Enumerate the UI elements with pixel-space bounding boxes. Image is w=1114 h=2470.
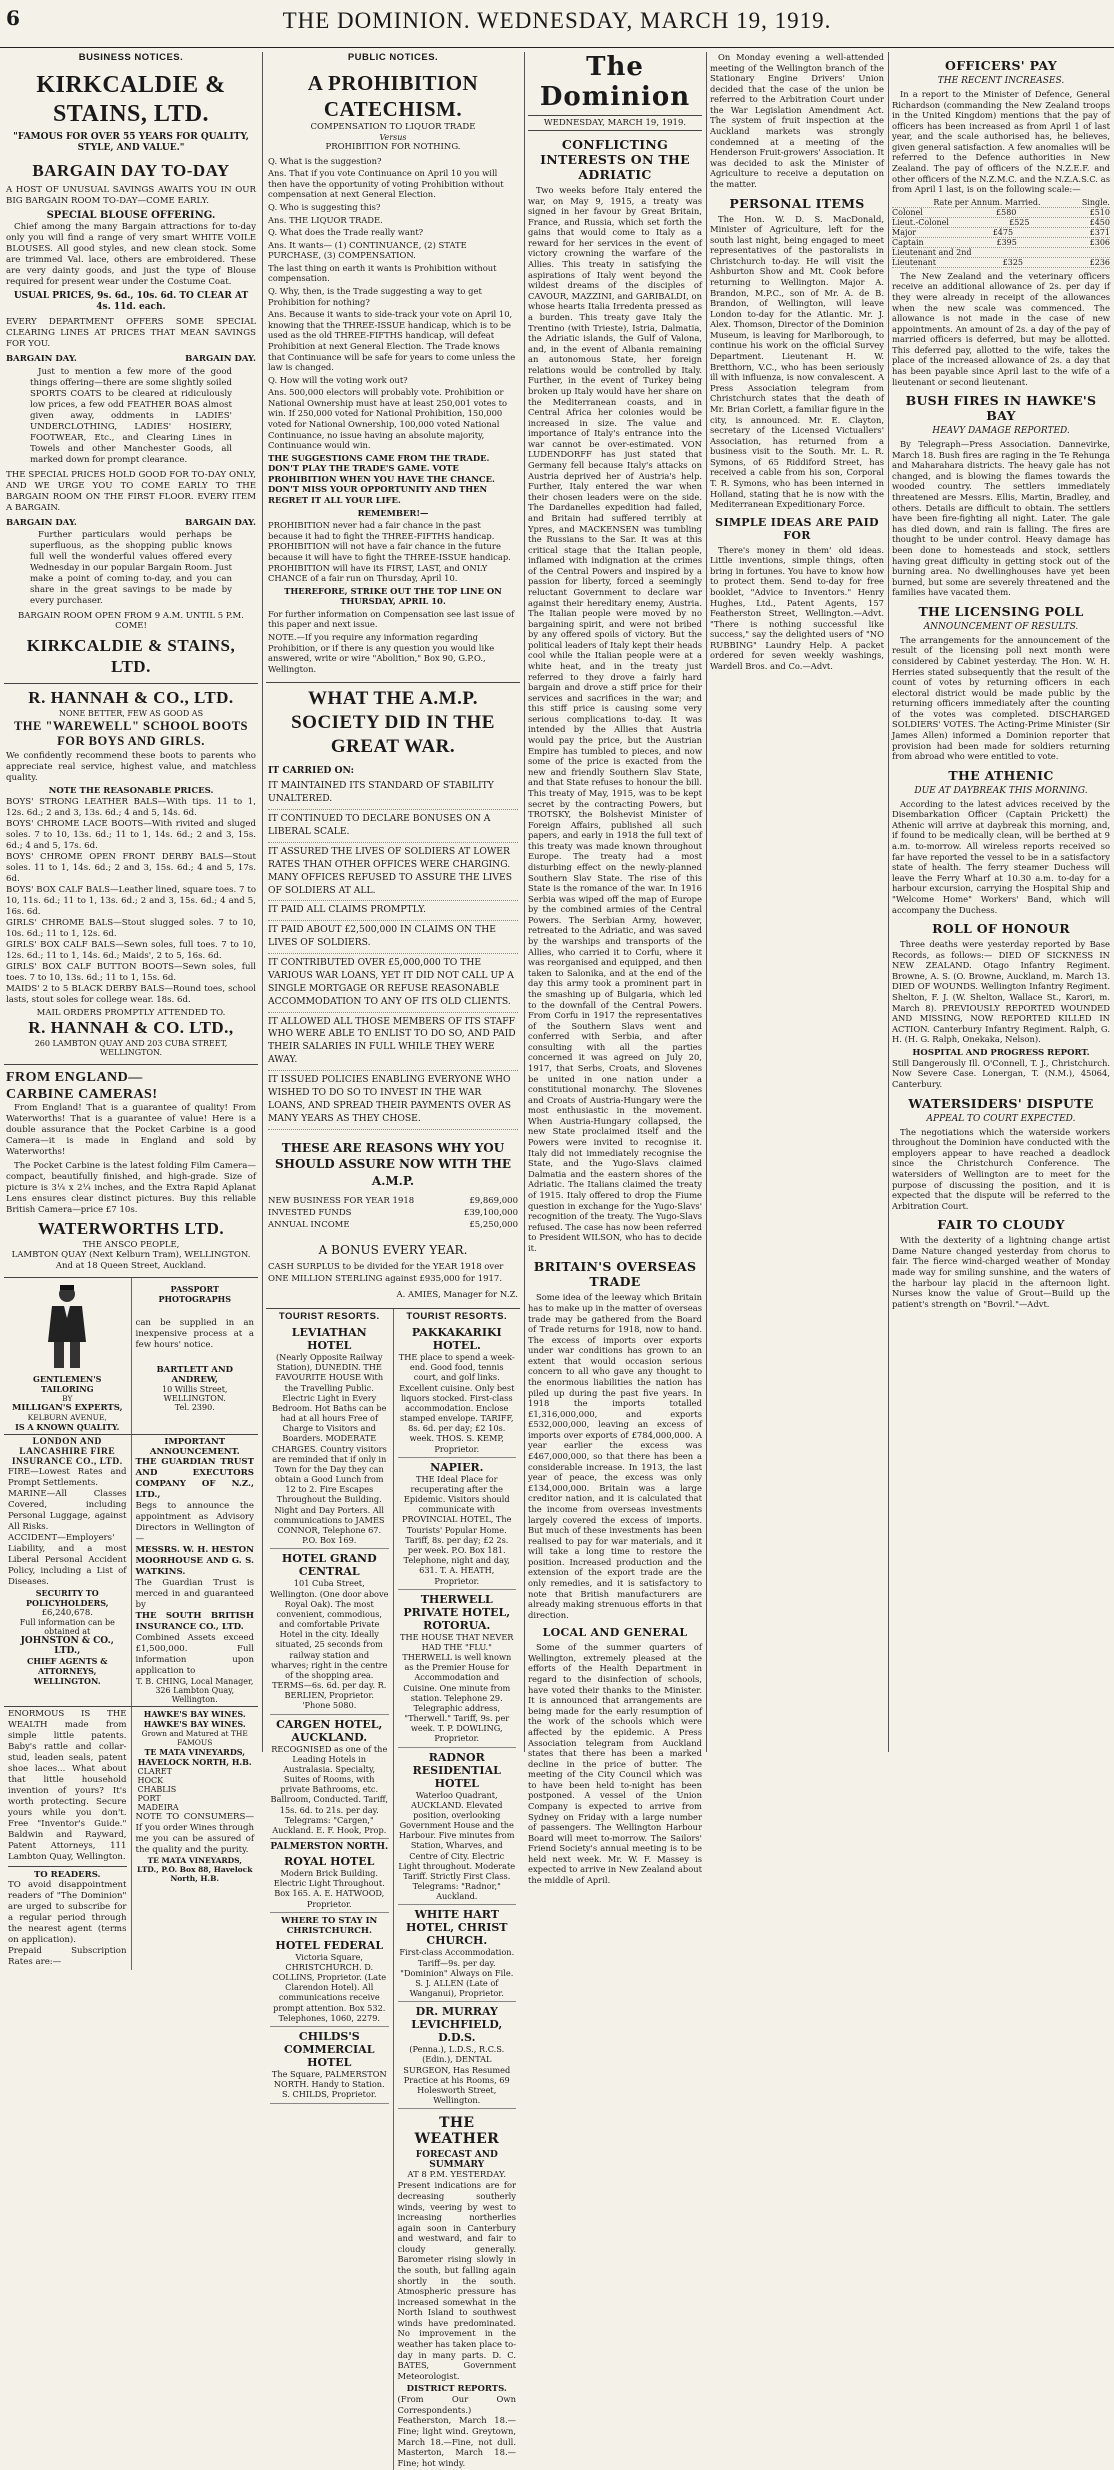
amp-line: IT ISSUED POLICIES ENABLING EVERYONE WHO WISHED TO DO SO TO INVEST IN THE WAR LOANS, AND SPREAD THEIR PAYMENTS OVER AS MANY YEARS AS THEY CHOSE. <box>268 1071 518 1130</box>
article-body: The negotiations which the waterside workers throughout the Dominion have conducted with the employers appear to have reached a deadlock since the Christchurch Conference. The watersiders of Wellington are to meet for the purpose of discussing the position, and it is expected that the dispute will be referred to the Arbitration Court. <box>892 1126 1110 1211</box>
amp-reasons: THESE ARE REASONS WHY YOU SHOULD ASSURE NOW WITH THE A.M.P. <box>274 1140 512 1189</box>
bargain-label: BARGAIN DAY. <box>185 354 256 365</box>
advert-address: And at 18 Queen Street, Auckland. <box>55 1260 207 1271</box>
article-subheading: HOSPITAL AND PROGRESS REPORT. <box>912 1047 1090 1058</box>
hotel-text: Victoria Square, CHRISTCHURCH. D. COLLINS, Proprietor. (Late Clarendon Hotel). All communications receive prompt attention. Box 532. Telephones, 1060, 2279. <box>270 1952 389 2027</box>
advert-title: KIRKCALDIE & STAINS, LTD. <box>36 72 226 128</box>
section-heading: TOURIST RESORTS. <box>278 1311 380 1323</box>
article-headline: ROLL OF HONOUR <box>932 921 1070 937</box>
amp-manager: A. AMIES, Manager for N.Z. <box>396 1290 518 1301</box>
amp-bonus: A BONUS EVERY YEAR. <box>318 1242 468 1257</box>
article-subheading: THE RECENT INCREASES. <box>937 76 1065 86</box>
catechism-question: Q. What does the Trade really want? <box>268 227 424 238</box>
catechism-question: Q. Who is suggesting this? <box>268 202 381 212</box>
advert-text: MESSRS. W. H. HESTON MOORHOUSE AND G. S. WATKINS. <box>135 1545 254 1578</box>
paper-title: The Dominion <box>539 52 691 112</box>
weather-subtitle: FORECAST AND SUMMARY <box>415 2150 498 2171</box>
advert-text: TO avoid disappointment readers of "The Dominion" are urged to subscribe for a regular period through the nearest agent (terms on application). <box>8 1880 127 1946</box>
tailoring-passport-row <box>4 1278 258 1435</box>
advert-text: We confidently recommend these boots to parents who appreciate real service, highest value, and matchless quality. <box>6 751 256 784</box>
amp-line: IT CONTRIBUTED OVER £5,000,000 TO THE VARIOUS WAR LOANS, YET IT DID NOT CALL UP A SINGLE MORTGAGE OR REFUSE REASONABLE ACCOMMODATION TO ANY OF ITS OLD CLIENTS. <box>268 954 518 1013</box>
advert-subtitle: PROHIBITION FOR NOTHING. <box>325 142 461 153</box>
wine-variety: MADEIRA <box>137 1803 179 1813</box>
advert-title: R. HANNAH & CO., LTD. <box>28 688 234 708</box>
advert-title: A PROHIBITION CATECHISM. <box>307 71 479 121</box>
hannah-advert <box>4 684 258 1065</box>
advert-title: HAWKE'S BAY WINES. HAWKE'S BAY WINES. <box>143 1709 246 1730</box>
column-public-notices <box>266 52 520 2468</box>
article-body: In a report to the Minister of Defence, General Richardson (commanding the New Zealand troops in the United Kingdom) mentions that the pay of officers has been increased as from April 1 of last year, and the scale authorised has, he believes, given general satisfaction. A few anomalies will be referred to the Defence authorities in New Zealand. The pay of officers of the N.Z.E.F. and other officers of the N.Z.M.C. and the N.Z.A.S.C. as from April 1 last, is on the following scale:— <box>892 89 1110 195</box>
hotel-text: 101 Cuba Street, Wellington. (One door above Royal Oak). The most convenient, commodious, and comfortable Private Hotel in the city. Ideally situated, 25 seconds from railway station and wharves; right in the centre of the shopping area. TERMS—6s. 6d. per day. R. BERLIEN, Proprietor. 'Phone 5080. <box>270 1578 389 1714</box>
article-body: The arrangements for the announcement of the result of the licensing poll next month were considered by Cabinet yesterday. The Hon. W. H. Herries stated subsequently that the result of the count of votes by returning officers in each electoral district would be made public by the returning officers immediately after the counting of the votes was completed. DISCHARGED SOLDIERS' VOTES. The Acting-Prime Minister (Sir James Allen) informed a Dominion reporter that provision had been made for soldiers returning from abroad who were entitled to vote. <box>892 634 1110 762</box>
advert-text: EVERY DEPARTMENT OFFERS SOME SPECIAL CLEARING LINES AT PRICES THAT MEAN SAVINGS FOR YOU. <box>6 317 256 350</box>
hotel-name: CARGEN HOTEL, AUCKLAND. <box>276 1717 383 1744</box>
advert-title: LONDON AND LANCASHIRE FIRE INSURANCE CO., LTD. <box>11 1437 123 1468</box>
article-headline: LOCAL AND GENERAL <box>542 1626 688 1640</box>
waterworths-advert <box>4 1065 258 1278</box>
amp-figure-value: £9,869,000 <box>469 1195 518 1206</box>
pay-scale-row <box>892 248 1110 258</box>
advert-text: IS A KNOWN QUALITY. <box>15 1422 120 1433</box>
advert-title: CARBINE CAMERAS! <box>6 1087 158 1103</box>
advert-note: NOTE THE REASONABLE PRICES. <box>48 786 214 797</box>
column-news-right <box>892 52 1110 1752</box>
pay-rank: Major <box>892 227 917 237</box>
hotel-text: The Square, PALMERSTON NORTH. Handy to Station. S. CHILDS, Proprietor. <box>270 2069 389 2104</box>
article-subheading: APPEAL TO COURT EXPECTED. <box>926 1113 1076 1124</box>
article-body: Still Dangerously Ill. O'Connell, T. J., Christchurch. Now Severe Case. Lonergan, T. (N.M.), 45064, Canterbury. <box>892 1057 1110 1090</box>
advert-footer: TE MATA VINEYARDS, LTD., P.O. Box 88, Havelock North, H.B. <box>137 1856 253 1884</box>
patents-readers-block <box>4 1707 131 1970</box>
pay-rank: Captain <box>892 237 924 247</box>
pay-col-label: Rate per Annum. Married. <box>933 197 1041 207</box>
pay-single: £306 <box>1089 237 1110 247</box>
hotel-name: RADNOR RESIDENTIAL HOTEL <box>412 1750 501 1790</box>
article-body: There's money in them' old ideas. Little inventions, simple things, often bring in fortunes. You have to know how to protect them. Send to-day for free booklet, "Advice to Inventors." Henry Hughes, Ltd., Patent Agents, 157 Featherston Street, Wellington.—Advt. "There is nothing successful like success," say the delighted users of "NO RUBBING" Laundry Help. A packet ordered for seven weekly washings, Wardell Bros. and Co.—Advt. <box>710 544 884 672</box>
advert-name: TE MATA VINEYARDS, HAVELOCK NORTH, H.B. <box>137 1747 252 1768</box>
section-heading: TOURIST RESORTS. <box>406 1311 508 1323</box>
advert-prices: USUAL PRICES, 9s. 6d., 10s. 6d. TO CLEAR AT 4s. 11d. each. <box>13 291 249 313</box>
pay-rank: Lieutenant and 2nd <box>892 247 972 257</box>
weather-time: AT 8 P.M. YESTERDAY. <box>407 2170 507 2181</box>
hotel-text: Waterloo Quadrant, AUCKLAND. Elevated position, overlooking Government House and the Harbour. Five minutes from Station, Wharves, and Centre of City. Electric Light throughout. Moderate Tariff. Strictly First Class. Telegrams: "Radnor," Auckland. <box>398 1790 517 1906</box>
advert-name: MILLIGAN'S EXPERTS, <box>11 1403 123 1414</box>
kirkcaldie-advert <box>4 67 258 684</box>
advert-address: 10 Willis Street, WELLINGTON. <box>162 1385 228 1404</box>
boot-price-line: BOYS' STRONG LEATHER BALS—With tips. 11 to 1, 12s. 6d.; 2 and 3, 13s. 6d.; 4 and 5, 14s. 6d. <box>6 796 256 818</box>
advert-subtitle: COMPENSATION TO LIQUOR TRADE <box>310 122 476 133</box>
advert-title: TO READERS. <box>33 1870 101 1881</box>
milligan-advert <box>4 1278 131 1434</box>
advert-subtitle: THE ANSCO PEOPLE, <box>82 1240 180 1251</box>
gentleman-figure-icon <box>32 1282 102 1372</box>
column-news <box>710 52 884 1752</box>
amp-line: IT CONTINUED TO DECLARE BONUSES ON A LIBERAL SCALE. <box>268 810 518 843</box>
amp-figure-row <box>268 1196 518 1208</box>
amp-figure-value: £39,100,000 <box>463 1207 518 1218</box>
catechism-text: REMEMBER!— <box>357 507 429 518</box>
wine-variety: CHABLIS <box>137 1785 177 1795</box>
hotel-name: DR. MURRAY LEVICHFIELD, D.D.S. <box>411 2005 503 2045</box>
bargain-day-row <box>6 354 256 364</box>
advert-title: PASSPORT PHOTOGRAPHS <box>158 1284 231 1305</box>
insurance-guardian-row <box>4 1435 258 1707</box>
amp-figure-value: £5,250,000 <box>469 1219 518 1230</box>
catechism-answer: Ans. It wants— (1) CONTINUANCE, (2) STATE PURCHASE, (3) COMPENSATION. <box>268 239 467 261</box>
hotel-name: HOTEL GRAND CENTRAL <box>281 1552 377 1579</box>
hotel-text: THE Ideal Place for recuperating after the Epidemic. Visitors should communicate with PROVINCIAL HOTEL, The Tourists' Popular Home. Tariff, 8s. per day; £2 2s. per week. P.O. Box 181. Telephone, night and day, 631. T. A. HEATH, Proprietor. <box>398 1474 517 1590</box>
pay-married: £525 <box>1009 217 1030 227</box>
advert-note: MAIL ORDERS PROMPTLY ATTENDED TO. <box>36 1007 226 1018</box>
advert-footer: WATERWORTHS LTD. <box>37 1219 225 1239</box>
hotel-name: THERWELL PRIVATE HOTEL, ROTORUA. <box>403 1592 511 1632</box>
hotel-name: WHITE HART HOTEL, CHRIST CHURCH. <box>405 1908 508 1948</box>
hotel-text: First-class Accommodation. Tariff—9s. per day. "Dominion" Always on File. S. J. ALLEN (Late of Wanganui), Proprietor. <box>398 1947 517 2002</box>
advert-text: NOTE TO CONSUMERS—If you order Wines through me you can be assured of the quality and the purity. <box>135 1812 254 1856</box>
advert-name: BARTLETT AND ANDREW, <box>156 1365 234 1386</box>
pay-rank: Colonel <box>892 207 923 217</box>
catechism-text: THE SUGGESTIONS CAME FROM THE TRADE. DON'T PLAY THE TRADE'S GAME. VOTE PROHIBITION WHEN YOU HAVE THE CHANCE. DON'T MISS YOUR OPPORTUNITY AND THEN REGRET IT ALL YOUR LIFE. <box>268 452 495 506</box>
pay-single: £371 <box>1089 227 1110 237</box>
boot-price-line: BOYS' CHROME LACE BOOTS—With rivited and sluged soles. 7 to 10, 13s. 6d.; 11 to 1, 14s. 6d.; 2 and 3, 15s. 6d.; 4 and 5, 17s. 6d. <box>6 818 256 851</box>
amp-figure-label: NEW BUSINESS FOR YEAR 1918 <box>268 1195 415 1206</box>
article-headline: OFFICERS' PAY <box>945 58 1057 73</box>
patents-wines-row <box>4 1707 258 1970</box>
pay-married: £475 <box>992 227 1014 237</box>
patent-advert: ENORMOUS IS THE WEALTH made from simple little patents. Baby's rattle and collar-stud, leaden seals, patent shoe laces... What about that little household invention of yours? It's worth protecting. Secure yours while you don't. Free "Inventor's Guide." Baldwin and Rayward, Patent Attorneys, 111 Lambton Quay, Wellington. <box>8 1709 127 1867</box>
article-body: By Telegraph—Press Association. Dannevirke, March 18. Bush fires are raging in the Te Rehunga and Maharahara districts. The heavy gale has not changed, and is blowing the flames towards the wooded country. The settlers immediately threatened are Messrs. Ellis, Martin, Bradley, and others. Details are difficult to obtain. The settlers have been fire-fighting all night. Later. The gale has died down, and rain is falling. The fires are thought to be under control. Heavy damage has been done to homesteads and stock, settlers having great difficulty in getting stock out of the burning area. No dwellinghouses have yet been burned, but some are severely threatened and the families have vacated them. <box>892 439 1110 598</box>
pay-scale-row <box>892 238 1110 248</box>
advert-name: THE SOUTH BRITISH INSURANCE CO., LTD. <box>135 1611 254 1633</box>
article-body: The Hon. W. D. S. MacDonald, Minister of Agriculture, left for the south last night, being engaged to meet representatives of the pastoralists in Christchurch to-day. He will visit the Ashburton Show and Mt. Cook before returning to Wellington. Major A. Brandon, M.P.C., son of Mr. A. de B. Brandon, of Wellington, will leave London to-day for the Atlantic. Mr. J. Alex. Thomson, Director of the Dominion Museum, is leaving for Marlborough, to continue his work on the official Survey Department. Lieutenant H. W. Bretthorn, V.C., who has been seriously ill with influenza, is now convalescent. A Press Association telegram from Christchurch states that the death of Mr. Brian Corlett, a familiar figure in the city, is announced. Mr. E. Clayton, secretary of the Licensed Victuallers' Association, has returned from a business visit to the South. Mr. L. R. Symons, of 65 Riddiford Street, has received a cable from his son, Corporal T. R. Symons, who has been interned in Holland, stating that he is now with the Mediterranean Expeditionary Force. <box>710 213 884 510</box>
advert-title: FROM ENGLAND— <box>6 1070 143 1086</box>
amp-cash-surplus: CASH SURPLUS to be divided for the YEAR 1918 over ONE MILLION STERLING against £935,000 for 1917. <box>268 1262 504 1285</box>
advert-text: Just to mention a few more of the good things offering—there are some slightly soiled SPORTS COATS to be cleared at ridiculously low prices, a few odd FEATHER BOAS almost given away, oddments in LADIES' UNDERCLOTHING, LADIES' HOSIERY, FOOTWEAR, Etc., and Clearing Lines in Towels and other Manchester Goods, all marked down for prompt clearance. <box>30 366 232 465</box>
article-headline: PERSONAL ITEMS <box>729 195 865 211</box>
advert-address: LAMBTON QUAY (Next Kelburn Tram), WELLINGTON. <box>11 1250 251 1261</box>
article-body: Three deaths were yesterday reported by Base Records, as follows:— DIED OF SICKNESS IN NEW ZEALAND. Otago Infantry Regiment. Browne, A. S. (O. Browne, Auckland, m. March 13. DIED OF WOUNDS. Wellington Infantry Regiment. Shelton, F. J. (W. Shelton, Wallace St., Karori, m. March 8). PREVIOUSLY REPORTED WOUNDED AND MISSING, NOW REPORTED KILLED IN ACTION. Canterbury Infantry Regiment. Ralph, G. H. (H. G. Ralph, Onekaka, Nelson). <box>892 939 1110 1045</box>
advert-text: THE SPECIAL PRICES HOLD GOOD FOR TO-DAY ONLY, AND WE URGE YOU TO COME EARLY TO THE BARGAIN ROOM ON THE FIRST FLOOR. EVERY ITEM A BARGAIN. <box>6 469 256 513</box>
amp-lead: IT CARRIED ON: <box>268 764 354 776</box>
hotel-name: NAPIER. <box>430 1460 484 1474</box>
boot-price-line: BOYS' BOX CALF BALS—Leather lined, square toes. 7 to 10, 11s. 6d.; 11 to 1, 13s. 6d.; 2 and 3, 15s. 6d.; 4 and 5, 16s. 6d. <box>6 884 256 917</box>
catechism-question: Q. What is the suggestion? <box>268 155 382 166</box>
masthead <box>0 0 1114 48</box>
amp-figure-label: ANNUAL INCOME <box>268 1219 350 1230</box>
article-headline: BUSH FIRES IN HAWKE'S BAY <box>905 393 1097 424</box>
column-rule <box>262 52 263 1752</box>
catechism-answer: Ans. THE LIQUOR TRADE. <box>268 214 383 225</box>
advert-text: Begs to announce the appointment as Advisory Directors in Wellington of— <box>135 1501 254 1545</box>
article-body: The New Zealand and the veterinary officers receive an additional allowance of 2s. per day if they were already in receipt of the allowances when the new scale was commenced. The allowance is not made in the case of new appointments. An amount of 2s. a day of the pay of married officers is deferred, but may be allotted. This deferred pay, allotted to the wife, takes the place of the increased allowance of 2s. a day that has been payable since April last to the wife of a lieutenant or second lieutenant. <box>892 270 1110 387</box>
bargain-day-row <box>6 518 256 528</box>
advert-text: Chief among the many Bargain attractions for to-day only you will find a range of very smart WHITE VOILE BLOUSES. All good styles, and new clean stock. Some are trimmed Val. lace, others are embroidered. These are very dainty goods, and just the type of Blouse required for present wear under the Costume Coat. <box>6 222 256 288</box>
prohibition-catechism <box>266 67 520 683</box>
article-headline: FAIR TO CLOUDY <box>937 1217 1065 1233</box>
advert-text: CHIEF AGENTS & ATTORNEYS, WELLINGTON. <box>27 1656 108 1687</box>
district-reports-text: (From Our Own Correspondents.) Featherston, March 18.—Fine; light wind. Greytown, March 18.—Fine, not dull. Masterton, March 18.—Fine; hot windy. <box>397 2394 516 2468</box>
pay-scale-row <box>892 218 1110 228</box>
article-subheading: HEAVY DAMAGE REPORTED. <box>932 426 1070 437</box>
hotel-name: HOTEL FEDERAL <box>275 1938 384 1952</box>
article-headline: WATERSIDERS' DISPUTE <box>908 1095 1094 1111</box>
advert-hours: BARGAIN ROOM OPEN FROM 9 A.M. UNTIL 5 P.M. COME! <box>18 611 244 632</box>
bargain-label: BARGAIN DAY. <box>185 517 256 528</box>
newspaper-title: THE DOMINION. WEDNESDAY, MARCH 19, 1919. <box>282 8 832 33</box>
advert-text: Grown and Matured at THE FAMOUS <box>141 1729 248 1748</box>
weather-text: Present indications are for decreasing southerly winds, veering by west to increasing northerlies again soon in Canterbury and westward, and fair to cloudy generally. Barometer rising slowly in the south, but falling again shortly in the south. Atmospheric pressure has increased somewhat in the North Island to southwest winds have predominated. No improvement in the weather has taken place to-day in many parts. D. C. BATES, Government Meteorologist. <box>397 2180 516 2381</box>
advert-text: The Pocket Carbine is the latest folding Film Camera—compact, beautifully finished, and high-grade. Size of picture is 3¼ x 2¼ inches, and the Extra Rapid Aplanat Lens ensures clear distinct pictures. Buy this reliable British Camera—price £7 10s. <box>6 1161 256 1216</box>
article-body: Some idea of the leeway which Britain has to make up in the matter of overseas trade may be gathered from the Board of Trade returns for 1918, now to hand. The excess of imports over exports under war conditions has grown to an extent that would occasion serious concern to all who gave any thought to the enormous liabilities the nation has piled up during the past five years. In 1918 the imports totalled £1,316,000,000, and exports £532,000,000, leaving an excess of imports over exports of £784,000,000. A year earlier the excess was £467,000,000, so that there has been a considerable increase. In 1913, the last year of peace, the excess was only £134,000,000. Britain was a large creditor nation, and it is calculated that the income from overseas investments largely covered the excess of imports. But much of these investments has been realised to pay for war materials, and it will take a long time to restore the position. Increased production and the extension of the export trade are the only remedies, and it is satisfactory to note that British manufacturers are already making strenuous efforts in that direction. <box>528 1292 702 1620</box>
advert-name: T. B. CHING, Local Manager, <box>136 1677 254 1687</box>
advert-text: MARINE—All Classes Covered, including Personal Luggage, against All Risks. <box>8 1489 127 1533</box>
advert-text: FIRE—Lowest Rates and Prompt Settlements. <box>8 1467 127 1489</box>
advert-phone: Tel. 2390. <box>174 1403 215 1413</box>
hotel-text: (Penna.), L.D.S., R.C.S. (Edin.), DENTAL SURGEON, Has Resumed Practice at his Rooms, 69 Holesworth Street, Wellington. <box>398 2044 517 2109</box>
hawkes-bay-wines-advert <box>131 1707 259 1970</box>
advert-subtitle: SPECIAL BLOUSE OFFERING. <box>46 210 216 222</box>
advert-footer: KIRKCALDIE & STAINS, LTD. <box>26 635 236 676</box>
article-headline: CONFLICTING INTERESTS ON THE ADRIATIC <box>540 137 690 182</box>
advert-text: Prepaid Subscription Rates are:— <box>8 1946 127 1968</box>
advert-name: JOHNSTON & CO., LTD., <box>20 1636 114 1657</box>
wine-variety: PORT <box>137 1794 161 1804</box>
advert-text: ACCIDENT—Employers' Liability, and a most Liberal Personal Accident Policy, including a List of Diseases. <box>8 1533 127 1588</box>
advert-tagline: "FAMOUS FOR OVER 55 YEARS FOR QUALITY, STYLE, AND VALUE." <box>13 131 249 153</box>
catechism-text: THEREFORE, STRIKE OUT THE TOP LINE ON THURSDAY, APRIL 10. <box>284 585 502 607</box>
wine-variety: HOCK <box>137 1776 164 1786</box>
london-lancashire-advert <box>4 1435 131 1706</box>
advert-text: From England! That is a guarantee of quality! From Waterworths! That is a guarantee of value! Here is a double assurance that the Pocket Carbine is a good Camera—it is made in England and sold by Waterworths! <box>6 1103 256 1158</box>
column-editorial <box>528 52 702 1886</box>
advert-address: KELBURN AVENUE, <box>27 1413 107 1423</box>
advert-text: can be supplied in an inexpensive process at a few hours' notice. <box>135 1318 254 1351</box>
article-subheading: DUE AT DAYBREAK THIS MORNING. <box>914 785 1088 796</box>
advert-subtitle: NONE BETTER, FEW AS GOOD AS <box>58 708 204 718</box>
page-number: 6 <box>6 6 20 30</box>
hotel-text: Modern Brick Building. Electric Light Throughout. Box 165. A. E. HATWOOD, Proprietor. <box>270 1868 389 1913</box>
pay-married: £580 <box>996 207 1017 217</box>
article-body: With the dexterity of a lightning change artist Dame Nature changed yesterday from chorus to fair. The fierce wind-charged weather of Monday made way for smiling sunshine, and the waters of the harbour lay placid in the afternoon light. Nurses know the value of Grout—Build up the patient's strength on "Bovril."—Advt. <box>892 1235 1110 1309</box>
article-subheading: ANNOUNCEMENT OF RESULTS. <box>923 621 1079 632</box>
article-body: According to the latest advices received by the Disembarkation Officer (Captain Prickett) the Athenic will arrive at daybreak this morning, and, if found to be medically clean, will be berthed at 9 a.m. to-morrow. All wireless reports received so far have reported the vessel to be in a satisfactory state of health. The ferry steamer Duchess will leave the Ferry Wharf at 10.30 a.m. to-day for a harbour excursion, carrying the Hospital Ship and "Welcome Home" Workers' Band, which will accompany the Duchess. <box>892 798 1110 915</box>
bargain-label: BARGAIN DAY. <box>6 354 77 365</box>
advert-text: A HOST OF UNUSUAL SAVINGS AWAITS YOU IN OUR BIG BARGAIN ROOM TO-DAY—COME EARLY. <box>6 185 256 207</box>
hotel-name: PALMERSTON NORTH. <box>270 1842 389 1853</box>
editorial-date: WEDNESDAY, MARCH 19, 1919. <box>528 115 702 131</box>
column-rule <box>706 52 707 1752</box>
pay-married: £395 <box>996 237 1017 247</box>
advert-title: WHAT THE A.M.P. SOCIETY DID IN THE GREAT WAR. <box>291 688 495 757</box>
column-business-notices <box>4 52 258 1968</box>
section-heading: PUBLIC NOTICES. <box>347 52 439 63</box>
article-headline: SIMPLE IDEAS ARE PAID FOR <box>715 515 879 542</box>
wine-variety: CLARET <box>137 1767 172 1777</box>
pay-single: £450 <box>1089 217 1110 227</box>
boot-price-list <box>6 797 256 1006</box>
amp-line: IT ALLOWED ALL THOSE MEMBERS OF ITS STAFF WHO WERE ABLE TO ENLIST TO DO SO, AND PAID THEIR SALARIES IN FULL WHILE THEY WERE AWAY. <box>268 1013 518 1072</box>
boot-price-line: BOYS' CHROME OPEN FRONT DERBY BALS—Stout soles. 11 to 1, 14s. 6d.; 2 and 3, 15s. 6d.; 4 and 5, 17s. 6d. <box>6 851 256 884</box>
hotel-text: THE HOUSE THAT NEVER HAD THE "FLU." THERWELL is well known as the Premier House for Accommodation and Cuisine. One minute from station. Telephone 29. Telegraphic address, "Therwell." Tariff, 9s. per week. T. P. DOWLING, Proprietor. <box>398 1632 517 1748</box>
advert-text: Combined Assets exceed £1,500,000. Full information upon application to <box>135 1633 254 1677</box>
advert-text: BY <box>62 1394 73 1404</box>
catechism-answer: Ans. That if you vote Continuance on April 10 you will then have the opportunity of voting Prohibition without compensation at next General Election. <box>268 168 504 200</box>
pay-scale-table <box>892 198 1110 268</box>
column-rule <box>524 52 525 1752</box>
catechism-answer: Ans. Because it wants to side-track your vote on April 10, knowing that the THREE-ISSUE handicap, which is to be used as the old THREE-FIFTHS handicap, will defeat Prohibition at next General Election. The Trade knows that Continuance will be safe for years to come unless the law is changed. <box>268 309 516 373</box>
boot-price-line: MAIDS' 2 to 5 BLACK DERBY BALS—Round toes, school lasts, stout soles for college wear. 18s. 6d. <box>6 983 256 1005</box>
advert-address: 260 LAMBTON QUAY AND 203 CUBA STREET, WELLINGTON. <box>34 1038 228 1058</box>
article-body: Some of the summer quarters of Wellington, extremely pleased at the efforts of the Health Department in regard to the disinfection of schools, have voted their thanks to the Minister. It is announced that arrangements are being made for the early resumption of the work of the schools which were affected by the epidemic. A Press Association telegram from Auckland states that there has been a marked decline in the price of butter. The meeting of the City Council which was to have been held to-night has been postponed. A vessel of the Union Company is expected to arrive from Sydney on Friday with a large number of passengers. The Wellington Harbour Board will meet to-morrow. The Sailors' Friend Society's annual meeting is to be held next week. Mr. W. F. Massey is expected to arrive in New Zealand about the middle of April. <box>528 1642 702 1886</box>
pay-rank: Lieutenant <box>892 257 936 267</box>
advert-text: SECURITY TO POLICYHOLDERS, <box>25 1588 109 1609</box>
advert-address: 326 Lambton Quay, Wellington. <box>155 1686 235 1705</box>
amp-line: IT PAID ALL CLAIMS PROMPTLY. <box>268 901 518 921</box>
amp-line: IT ASSURED THE LIVES OF SOLDIERS AT LOWER RATES THAN OTHER OFFICES WERE CHARGING. MANY OFFICES REFUSED TO ASSURE THE LIVES OF SOLDIERS AT ALL. <box>268 843 518 902</box>
advert-footer: R. HANNAH & CO. LTD., <box>28 1017 234 1037</box>
boot-price-line: GIRLS' CHROME BALS—Stout slugged soles. 7 to 10, 10s. 6d.; 11 to 1, 12s. 6d. <box>6 917 256 939</box>
weather-title: THE WEATHER <box>414 2115 500 2148</box>
advert-amount: £6,240,678. <box>41 1608 93 1619</box>
pay-scale-row <box>892 208 1110 218</box>
hotel-name: CHILDS'S COMMERCIAL HOTEL <box>284 2030 375 2069</box>
catechism-question: Q. Why, then, is the Trade suggesting a way to get Prohibition for nothing? <box>268 286 482 307</box>
catechism-question: Q. How will the voting work out? <box>268 374 408 385</box>
advert-text: The Guardian Trust is merced in and guaranteed by <box>135 1578 254 1611</box>
hotel-text: RECOGNISED as one of the Leading Hotels in Australasia. Specialty, Suites of Rooms, with private Bathrooms, etc. Ballroom, Conducted. Tariff, 15s. 6d. to 21s. per day. Telegrams: "Cargen," Auckland. E. F. Hook, Prop. <box>270 1744 389 1840</box>
article-body: On Monday evening a well-attended meeting of the Wellington branch of the Stationary Engine Drivers' Union decided that the case of the union be referred to the Arbitration Court under the War Legislation Amendment Act. The system of fruit inspection at the Auckland markets was strongly condemned at a meeting of the Henderson Fruit-growers' Association. It was decided to ask the Minister of Agriculture to receive a deputation on the matter. <box>710 52 884 189</box>
hotel-text: (Nearly Opposite Railway Station), DUNEDIN. THE FAVOURITE HOUSE With the Travelling Public. Electric Light in Every Bedroom. Hot Baths can be had at all hours Free of Charge to Visitors and Boarders. MODERATE CHARGES. Country visitors are reminded that if only in Town for the Day they can obtain a Good Lunch from 12 to 2. Fire Escapes Throughout the Building. Night and Day Porters. All communications to JAMES CONNOR, Telephone 67. P.O. Box 169. <box>270 1352 389 1549</box>
amp-line: IT MAINTAINED ITS STANDARD OF STABILITY UNALTERED. <box>268 777 518 810</box>
pay-scale-row <box>892 228 1110 238</box>
amp-line: IT PAID ABOUT £2,500,000 IN CLAIMS ON THE LIVES OF SOLDIERS. <box>268 921 518 954</box>
advert-headline: THE "WAREWELL" SCHOOL BOOTS FOR BOYS AND GIRLS. <box>13 718 249 748</box>
pay-scale-row <box>892 258 1110 268</box>
advert-subtitle: BARGAIN DAY TO-DAY <box>32 161 230 181</box>
amp-figure-label: INVESTED FUNDS <box>268 1207 352 1218</box>
pay-scale-header <box>892 198 1110 208</box>
catechism-text: The last thing on earth it wants is Prohibition without compensation. <box>268 262 497 284</box>
wine-list <box>136 1767 255 1812</box>
article-body: Two weeks before Italy entered the war, on May 9, 1915, a treaty was signed in her favour by Great Britain, France, and Russia, which set forth the gains that would come to Italy as a reward for her services in the event of victory crowning the warfare of the Allies. This treaty in satisfying the aspirations of Italy went beyond the wildest dreams of the disciples of CAVOUR, MAZZINI, and GARIBALDI, on whose hearts Italia Irredenta pressed as a burden. This treaty gave Italy the Trentino (with Trieste), Istria, Dalmatia, the Adriatic islands, the Gulf of Valona, and, in the event of Albania remaining an autonomous State, her foreign relations would be controlled by Italy. Further, in the event of Turkey being broken up Italy would have her share on the Mediterranean coasts, and in Central Africa her colonies would be increased in size. The value and importance of Italy's entrance into the war cannot be over-estimated. VON LUDENDORFF has just stated that Germany fell because Italy's attacks on Austria deprived her of Austria's help. Further, Italy entered the war when their chosen leaders were on the side. The Dardanelles expedition had failed, and Britain had suffered terribly at Ypres, and MACKENSEN was tumbling the Russians to the Sar. It was at this critical stage that the Italian people, inflamed with indignation at the crimes of the Central Powers and inspired by a passion for liberty, forced a seemingly reluctant Government to declare war against their hereditary enemy, Austria. The Italian people were moved by no bargaining spirit, and were not bribed by any offered spoils of victory. But the political leaders of Italy kept their heads cool while the Italian people were at a white heat, and in the treaty just referred to they drove a fairly hard bargain and drove a stiff price for their services and sacrifices in the war; and this stiff price is causing some very serious complications to-day. It was intended by the Allies that Austria would pay the price, but the Austrian Empire has tumbled to pieces, and now some of the price is exacted from the new and friendly Southern Slav State, and that State refuses to honour the bill. This treaty of May, 1915, was to be kept secret by the contracting Powers, but TROTSKY, the Bolshevist Minister of Foreign Affairs, published all such papers, and early in 1918 the full text of this treaty was made known throughout Europe. The treaty had a most disturbing effect on the newly-planned Southern Slav State. The rise of this State is the romance of the war. In 1916 Serbia was wiped off the map of Europe by the combined armies of the Central Powers. The Serbian Army, however, retreated to the Adriatic, and was saved by the warships and transports of the Allies, who carried it to Corfu, where it was reorganised and equipped, and then taken to Salonika, and at the end of the day this army took a prominent part in the smashing up of Bulgaria, which led to the downfall of the Central Powers. From Corfu in 1917 the representatives of the Southern Slavs went and conferred with Serbia, and after consulting with all the parties concerned it was agreed on July 20, 1917, that Serbs, Croats, and Slovenes be united in one nation under a constitutional monarchy. The Slovenes and Croats of Austria-Hungary were the most enthusiastic in the movement. When Austria-Hungary collapsed, the new State proclaimed itself and the Powers were invited to recognise it. Italy did not immediately recognise the State, and the Yugo-Slavs claimed Dalmatia and the eastern shores of the Adriatic. The Italians claimed the treaty of 1915. Italy offered to drop the Fiume question in exchange for the Yugo-Slavs' recognition of the treaty. The Yugo-Slavs refused. The case has now been referred to President WILSON, who has to decide it. <box>528 185 702 1253</box>
catechism-text: For further information on Compensation see last issue of this paper and next issue. <box>268 608 515 630</box>
tourist-resorts-right <box>393 1309 521 2470</box>
article-headline: THE ATHENIC <box>948 767 1054 783</box>
amp-society-advert <box>266 683 520 1309</box>
bargain-label: BARGAIN DAY. <box>6 517 77 528</box>
advert-title: IMPORTANT ANNOUNCEMENT. <box>149 1437 240 1458</box>
advert-name: THE GUARDIAN TRUST AND EXECUTORS COMPANY OF N.Z., LTD., <box>135 1457 254 1501</box>
hotel-name: ROYAL HOTEL <box>284 1855 375 1869</box>
article-headline: THE LICENSING POLL <box>918 603 1084 619</box>
passport-advert <box>131 1278 259 1434</box>
article-headline: BRITAIN'S OVERSEAS TRADE <box>533 1259 697 1290</box>
column-rule <box>888 52 889 1752</box>
hotel-name: LEVIATHAN HOTEL <box>291 1326 367 1353</box>
guardian-trust-advert <box>131 1435 259 1706</box>
pay-single: £510 <box>1089 207 1110 217</box>
hotel-text: THE place to spend a week-end. Good food, tennis court, and golf links. Excellent cuisine. Only best liquors stocked. First-class accommodation. Enclose stamped envelope. TARIFF, 8s. 6d. per day; £2 10s. week. THOS. S. KEMP, Proprietor. <box>398 1352 517 1458</box>
catechism-text: PROHIBITION never had a fair chance in the past because it had to fight the THREE-FIFTHS handicap. PROHIBITION will not have a fair chance in the future because it will have to fight the THREE-ISSUE handicap. PROHIBITION will have its FIRST, LAST, and ONLY CHANCE of a fair run on Thursday, April 10. <box>268 520 511 584</box>
amp-figure-row <box>268 1208 518 1220</box>
pay-rank: Lieut.-Colonel <box>892 217 949 227</box>
boot-price-line: GIRLS' BOX CALF BALS—Sewn soles, full toes. 7 to 10, 12s. 6d.; 11 to 1, 14s. 6d.; Maids', 2 to 5, 16s. 6d. <box>6 939 256 961</box>
amp-figure-row <box>268 1220 518 1232</box>
advert-subtitle: Versus <box>379 132 407 142</box>
tourist-resorts <box>266 1309 520 2470</box>
boot-price-line: GIRLS' BOX CALF BUTTON BOOTS—Sewn soles, full toes. 7 to 10, 13s. 6d.; 11 to 1, 15s. 6d. <box>6 961 256 983</box>
hotel-name: PAKKAKARIKI HOTEL. <box>411 1326 502 1353</box>
advert-text: Full information can be obtained at <box>19 1618 115 1637</box>
section-heading: BUSINESS NOTICES. <box>78 52 184 63</box>
pay-col-label: Single. <box>1081 197 1110 207</box>
catechism-answer: Ans. 500,000 electors will probably vote. Prohibition or National Ownership must have at least 250,001 votes to win. If 250,000 voted for National Prohibition, 150,000 voted for National Ownership, 100,000 voted National Continuance, no issue having an absolute majority, Continuance would win. <box>268 387 508 451</box>
advert-title: GENTLEMEN'S TAILORING <box>33 1374 102 1395</box>
tourist-resorts-left <box>266 1309 393 2470</box>
advert-text: Further particulars would perhaps be superfluous, as the shopping public knows full well the wonderful values offered every Wednesday in our popular Bargain Room. Just make a point of coming to-day, and you can share in the great savings to be made by every purchaser. <box>30 530 232 607</box>
catechism-note: NOTE.—If you require any information regarding Prohibition, or if there is any question you would like answered, write or wire "Abolition," Box 90, G.P.O., Wellington. <box>268 631 495 674</box>
pay-single: £236 <box>1089 257 1110 267</box>
hotel-name: WHERE TO STAY IN CHRISTCHURCH. <box>281 1915 378 1936</box>
pay-married: £325 <box>1002 257 1023 267</box>
district-reports-head: DISTRICT REPORTS. <box>406 2384 507 2395</box>
